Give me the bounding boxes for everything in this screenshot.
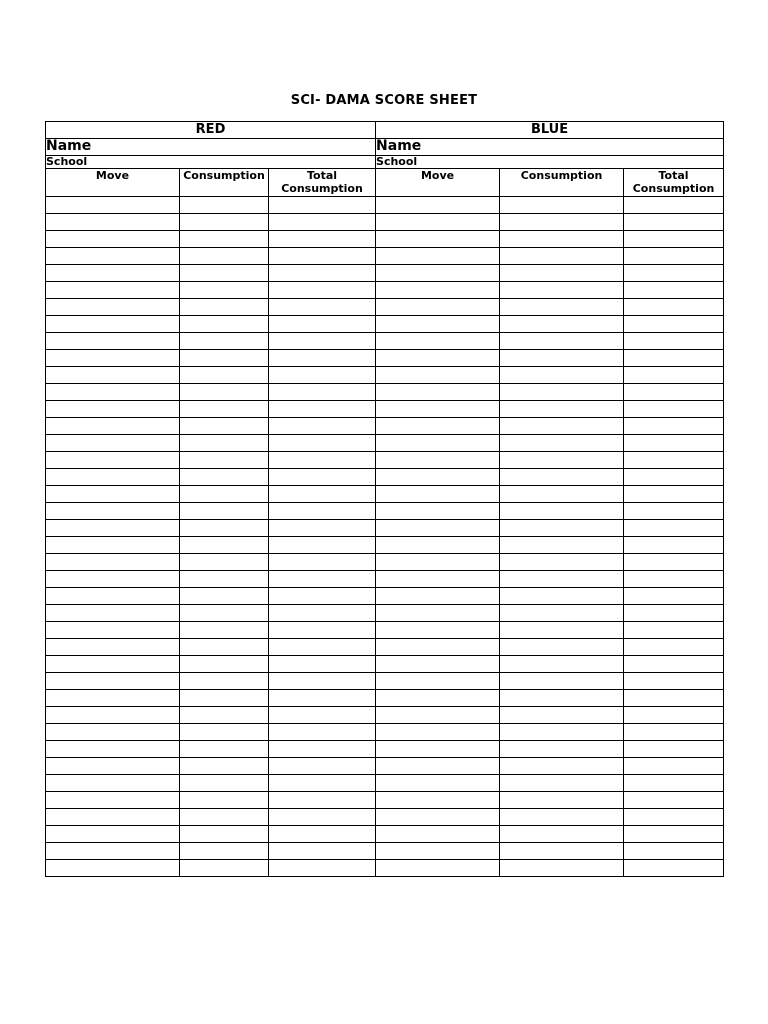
blue-total-consumption-cell[interactable] <box>624 265 724 282</box>
blue-move-cell[interactable] <box>376 690 500 707</box>
sheet-title: SCI- DAMA SCORE SHEET <box>290 93 478 108</box>
red-move-cell[interactable] <box>46 775 180 792</box>
blue-consumption-cell[interactable] <box>500 707 624 724</box>
red-consumption-cell[interactable] <box>180 282 269 299</box>
move-row <box>46 809 724 826</box>
blue-consumption-cell[interactable] <box>500 758 624 775</box>
blue-consumption-cell[interactable] <box>500 350 624 367</box>
blue-consumption-cell[interactable] <box>500 418 624 435</box>
red-name-field[interactable]: Name <box>46 139 376 156</box>
blue-total-consumption-cell[interactable] <box>624 299 724 316</box>
blue-move-cell[interactable] <box>376 605 500 622</box>
red-consumption-cell[interactable] <box>180 418 269 435</box>
red-consumption-cell[interactable] <box>180 809 269 826</box>
red-total-consumption-cell[interactable] <box>269 316 376 333</box>
red-move-cell[interactable] <box>46 639 180 656</box>
blue-consumption-cell[interactable] <box>500 469 624 486</box>
red-consumption-cell[interactable] <box>180 792 269 809</box>
move-row <box>46 826 724 843</box>
blue-move-cell[interactable] <box>376 860 500 877</box>
move-row <box>46 231 724 248</box>
blue-move-column-header: Move <box>376 169 500 197</box>
red-consumption-cell[interactable] <box>180 622 269 639</box>
red-move-cell[interactable] <box>46 860 180 877</box>
red-consumption-cell[interactable] <box>180 758 269 775</box>
blue-move-cell[interactable] <box>376 622 500 639</box>
blue-consumption-cell[interactable] <box>500 435 624 452</box>
red-move-cell[interactable] <box>46 792 180 809</box>
blue-total-consumption-cell[interactable] <box>624 758 724 775</box>
blue-total-consumption-cell[interactable] <box>624 843 724 860</box>
blue-move-cell[interactable] <box>376 792 500 809</box>
blue-move-cell[interactable] <box>376 435 500 452</box>
blue-consumption-cell[interactable] <box>500 860 624 877</box>
red-total-consumption-cell[interactable] <box>269 809 376 826</box>
blue-total-consumption-cell[interactable] <box>624 316 724 333</box>
red-total-consumption-cell[interactable] <box>269 537 376 554</box>
red-consumption-cell[interactable] <box>180 843 269 860</box>
red-move-cell[interactable] <box>46 588 180 605</box>
blue-move-cell[interactable] <box>376 588 500 605</box>
red-move-cell[interactable] <box>46 214 180 231</box>
move-row <box>46 384 724 401</box>
red-move-cell[interactable] <box>46 231 180 248</box>
blue-total-consumption-cell[interactable] <box>624 741 724 758</box>
blue-consumption-cell[interactable] <box>500 571 624 588</box>
red-total-consumption-cell[interactable] <box>269 503 376 520</box>
blue-consumption-cell[interactable] <box>500 588 624 605</box>
blue-consumption-cell[interactable] <box>500 214 624 231</box>
blue-move-cell[interactable] <box>376 265 500 282</box>
red-consumption-cell[interactable] <box>180 639 269 656</box>
blue-total-consumption-cell[interactable] <box>624 826 724 843</box>
move-row <box>46 248 724 265</box>
move-row <box>46 282 724 299</box>
red-move-cell[interactable] <box>46 707 180 724</box>
red-total-consumption-cell[interactable] <box>269 673 376 690</box>
blue-move-cell[interactable] <box>376 775 500 792</box>
red-total-consumption-cell[interactable] <box>269 758 376 775</box>
blue-move-cell[interactable] <box>376 418 500 435</box>
blue-total-consumption-cell[interactable] <box>624 418 724 435</box>
red-move-cell[interactable] <box>46 656 180 673</box>
red-move-cell[interactable] <box>46 265 180 282</box>
move-row <box>46 333 724 350</box>
red-total-consumption-cell[interactable] <box>269 826 376 843</box>
red-total-consumption-cell[interactable] <box>269 469 376 486</box>
red-move-cell[interactable] <box>46 469 180 486</box>
red-total-consumption-cell[interactable] <box>269 367 376 384</box>
red-consumption-cell[interactable] <box>180 537 269 554</box>
red-consumption-cell[interactable] <box>180 503 269 520</box>
red-total-consumption-cell[interactable] <box>269 214 376 231</box>
blue-consumption-cell[interactable] <box>500 333 624 350</box>
blue-consumption-cell[interactable] <box>500 486 624 503</box>
move-row <box>46 401 724 418</box>
blue-total-consumption-cell[interactable] <box>624 639 724 656</box>
blue-total-consumption-cell[interactable] <box>624 775 724 792</box>
blue-total-consumption-cell[interactable] <box>624 707 724 724</box>
move-row <box>46 860 724 877</box>
blue-move-cell[interactable] <box>376 486 500 503</box>
move-row <box>46 741 724 758</box>
blue-total-consumption-cell[interactable] <box>624 469 724 486</box>
move-row <box>46 588 724 605</box>
red-consumption-cell[interactable] <box>180 384 269 401</box>
blue-total-consumption-cell[interactable] <box>624 673 724 690</box>
blue-move-cell[interactable] <box>376 384 500 401</box>
blue-move-cell[interactable] <box>376 316 500 333</box>
blue-consumption-cell[interactable] <box>500 673 624 690</box>
red-total-consumption-cell[interactable] <box>269 554 376 571</box>
blue-consumption-cell[interactable] <box>500 197 624 214</box>
blue-move-cell[interactable] <box>376 503 500 520</box>
move-row <box>46 554 724 571</box>
blue-school-field[interactable]: School <box>376 156 724 169</box>
move-row <box>46 758 724 775</box>
red-total-consumption-cell[interactable] <box>269 792 376 809</box>
red-move-cell[interactable] <box>46 843 180 860</box>
move-row <box>46 673 724 690</box>
red-total-consumption-cell[interactable] <box>269 843 376 860</box>
red-total-consumption-cell[interactable] <box>269 435 376 452</box>
red-consumption-cell[interactable] <box>180 707 269 724</box>
red-total-consumption-cell[interactable] <box>269 775 376 792</box>
red-consumption-cell[interactable] <box>180 401 269 418</box>
blue-total-consumption-cell[interactable] <box>624 350 724 367</box>
red-move-cell[interactable] <box>46 809 180 826</box>
blue-consumption-cell[interactable] <box>500 843 624 860</box>
blue-move-cell[interactable] <box>376 282 500 299</box>
red-consumption-cell[interactable] <box>180 656 269 673</box>
red-move-cell[interactable] <box>46 622 180 639</box>
blue-consumption-cell[interactable] <box>500 554 624 571</box>
blue-move-cell[interactable] <box>376 809 500 826</box>
blue-consumption-cell[interactable] <box>500 826 624 843</box>
red-consumption-cell[interactable] <box>180 520 269 537</box>
blue-move-cell[interactable] <box>376 231 500 248</box>
red-total-consumption-cell[interactable] <box>269 401 376 418</box>
move-row <box>46 622 724 639</box>
blue-total-consumption-cell[interactable] <box>624 248 724 265</box>
blue-consumption-cell[interactable] <box>500 503 624 520</box>
blue-move-cell[interactable] <box>376 826 500 843</box>
red-total-consumption-cell[interactable] <box>269 520 376 537</box>
red-move-cell[interactable] <box>46 282 180 299</box>
red-move-cell[interactable] <box>46 248 180 265</box>
blue-consumption-cell[interactable] <box>500 741 624 758</box>
blue-move-cell[interactable] <box>376 248 500 265</box>
red-move-cell[interactable] <box>46 673 180 690</box>
blue-consumption-cell[interactable] <box>500 316 624 333</box>
move-row <box>46 197 724 214</box>
red-move-cell[interactable] <box>46 571 180 588</box>
blue-move-cell[interactable] <box>376 214 500 231</box>
blue-consumption-cell[interactable] <box>500 299 624 316</box>
blue-consumption-cell[interactable] <box>500 775 624 792</box>
red-consumption-cell[interactable] <box>180 299 269 316</box>
blue-move-cell[interactable] <box>376 554 500 571</box>
red-consumption-cell[interactable] <box>180 197 269 214</box>
move-row <box>46 316 724 333</box>
red-move-column-header: Move <box>46 169 180 197</box>
move-row <box>46 605 724 622</box>
blue-consumption-cell[interactable] <box>500 265 624 282</box>
blue-move-cell[interactable] <box>376 741 500 758</box>
red-move-cell[interactable] <box>46 486 180 503</box>
red-consumption-cell[interactable] <box>180 588 269 605</box>
red-move-cell[interactable] <box>46 826 180 843</box>
blue-total-consumption-cell[interactable] <box>624 452 724 469</box>
blue-total-consumption-cell[interactable] <box>624 214 724 231</box>
blue-consumption-cell[interactable] <box>500 622 624 639</box>
blue-move-cell[interactable] <box>376 367 500 384</box>
move-row <box>46 690 724 707</box>
blue-move-cell[interactable] <box>376 350 500 367</box>
blue-side-header: BLUE <box>376 122 724 139</box>
red-consumption-cell[interactable] <box>180 469 269 486</box>
move-row <box>46 571 724 588</box>
red-move-cell[interactable] <box>46 690 180 707</box>
blue-total-consumption-cell[interactable] <box>624 724 724 741</box>
red-total-consumption-cell[interactable] <box>269 248 376 265</box>
blue-total-consumption-cell[interactable] <box>624 605 724 622</box>
red-consumption-cell[interactable] <box>180 333 269 350</box>
blue-total-consumption-cell[interactable] <box>624 537 724 554</box>
blue-consumption-cell[interactable] <box>500 690 624 707</box>
blue-move-cell[interactable] <box>376 333 500 350</box>
red-consumption-cell[interactable] <box>180 724 269 741</box>
blue-total-consumption-cell[interactable] <box>624 197 724 214</box>
move-row <box>46 452 724 469</box>
red-total-consumption-cell[interactable] <box>269 418 376 435</box>
red-move-cell[interactable] <box>46 333 180 350</box>
red-move-cell[interactable] <box>46 724 180 741</box>
blue-move-cell[interactable] <box>376 197 500 214</box>
red-move-cell[interactable] <box>46 605 180 622</box>
blue-name-field[interactable]: Name <box>376 139 724 156</box>
red-total-consumption-cell[interactable] <box>269 231 376 248</box>
move-row <box>46 367 724 384</box>
red-move-cell[interactable] <box>46 197 180 214</box>
red-consumption-cell[interactable] <box>180 554 269 571</box>
red-consumption-cell[interactable] <box>180 826 269 843</box>
blue-move-cell[interactable] <box>376 571 500 588</box>
move-row <box>46 639 724 656</box>
red-move-cell[interactable] <box>46 435 180 452</box>
blue-consumption-cell[interactable] <box>500 639 624 656</box>
red-total-consumption-cell[interactable] <box>269 333 376 350</box>
red-total-consumption-cell[interactable] <box>269 486 376 503</box>
red-total-consumption-column-header: Total Consumption <box>269 169 376 197</box>
red-consumption-cell[interactable] <box>180 690 269 707</box>
blue-consumption-column-header: Consumption <box>500 169 624 197</box>
blue-move-cell[interactable] <box>376 469 500 486</box>
red-move-cell[interactable] <box>46 520 180 537</box>
red-total-consumption-cell[interactable] <box>269 860 376 877</box>
red-consumption-cell[interactable] <box>180 571 269 588</box>
red-side-header: RED <box>46 122 376 139</box>
red-total-consumption-cell[interactable] <box>269 197 376 214</box>
red-total-consumption-cell[interactable] <box>269 707 376 724</box>
red-total-consumption-cell[interactable] <box>269 639 376 656</box>
move-row <box>46 792 724 809</box>
move-row <box>46 469 724 486</box>
red-move-cell[interactable] <box>46 316 180 333</box>
blue-total-consumption-cell[interactable] <box>624 384 724 401</box>
blue-total-consumption-cell[interactable] <box>624 486 724 503</box>
red-consumption-cell[interactable] <box>180 775 269 792</box>
red-move-cell[interactable] <box>46 503 180 520</box>
blue-consumption-cell[interactable] <box>500 248 624 265</box>
blue-move-cell[interactable] <box>376 656 500 673</box>
red-consumption-cell[interactable] <box>180 860 269 877</box>
move-row <box>46 214 724 231</box>
blue-consumption-cell[interactable] <box>500 792 624 809</box>
blue-move-cell[interactable] <box>376 299 500 316</box>
move-row <box>46 724 724 741</box>
blue-total-consumption-cell[interactable] <box>624 571 724 588</box>
blue-consumption-cell[interactable] <box>500 401 624 418</box>
blue-consumption-cell[interactable] <box>500 605 624 622</box>
red-consumption-cell[interactable] <box>180 231 269 248</box>
red-move-cell[interactable] <box>46 537 180 554</box>
red-total-consumption-cell[interactable] <box>269 282 376 299</box>
blue-move-cell[interactable] <box>376 537 500 554</box>
red-consumption-cell[interactable] <box>180 605 269 622</box>
red-move-cell[interactable] <box>46 350 180 367</box>
blue-total-consumption-cell[interactable] <box>624 520 724 537</box>
blue-total-consumption-cell[interactable] <box>624 622 724 639</box>
move-row <box>46 265 724 282</box>
red-consumption-cell[interactable] <box>180 452 269 469</box>
red-total-consumption-cell[interactable] <box>269 622 376 639</box>
move-row <box>46 503 724 520</box>
red-total-consumption-cell[interactable] <box>269 741 376 758</box>
red-total-consumption-cell[interactable] <box>269 724 376 741</box>
blue-consumption-cell[interactable] <box>500 724 624 741</box>
blue-consumption-cell[interactable] <box>500 231 624 248</box>
blue-total-consumption-cell[interactable] <box>624 588 724 605</box>
red-total-consumption-cell[interactable] <box>269 299 376 316</box>
red-total-consumption-cell[interactable] <box>269 656 376 673</box>
red-total-consumption-cell[interactable] <box>269 588 376 605</box>
move-row <box>46 656 724 673</box>
red-move-cell[interactable] <box>46 758 180 775</box>
red-total-consumption-cell[interactable] <box>269 350 376 367</box>
red-school-field[interactable]: School <box>46 156 376 169</box>
red-consumption-cell[interactable] <box>180 673 269 690</box>
blue-move-cell[interactable] <box>376 724 500 741</box>
blue-consumption-cell[interactable] <box>500 809 624 826</box>
blue-move-cell[interactable] <box>376 843 500 860</box>
blue-consumption-cell[interactable] <box>500 282 624 299</box>
blue-total-consumption-cell[interactable] <box>624 282 724 299</box>
blue-total-consumption-cell[interactable] <box>624 860 724 877</box>
blue-move-cell[interactable] <box>376 707 500 724</box>
blue-move-cell[interactable] <box>376 401 500 418</box>
red-move-cell[interactable] <box>46 554 180 571</box>
red-consumption-cell[interactable] <box>180 741 269 758</box>
blue-total-consumption-cell[interactable] <box>624 333 724 350</box>
blue-total-consumption-cell[interactable] <box>624 435 724 452</box>
move-row <box>46 350 724 367</box>
red-consumption-cell[interactable] <box>180 367 269 384</box>
blue-total-consumption-cell[interactable] <box>624 809 724 826</box>
red-total-consumption-cell[interactable] <box>269 452 376 469</box>
red-total-consumption-cell[interactable] <box>269 605 376 622</box>
blue-consumption-cell[interactable] <box>500 367 624 384</box>
blue-move-cell[interactable] <box>376 520 500 537</box>
move-row <box>46 418 724 435</box>
move-row <box>46 520 724 537</box>
move-row <box>46 707 724 724</box>
red-total-consumption-cell[interactable] <box>269 690 376 707</box>
blue-total-consumption-cell[interactable] <box>624 554 724 571</box>
red-consumption-cell[interactable] <box>180 350 269 367</box>
blue-total-consumption-column-header: Total Consumption <box>624 169 724 197</box>
red-move-cell[interactable] <box>46 299 180 316</box>
blue-consumption-cell[interactable] <box>500 384 624 401</box>
blue-total-consumption-cell[interactable] <box>624 503 724 520</box>
red-consumption-cell[interactable] <box>180 316 269 333</box>
blue-move-cell[interactable] <box>376 452 500 469</box>
red-consumption-cell[interactable] <box>180 248 269 265</box>
move-row <box>46 435 724 452</box>
red-consumption-cell[interactable] <box>180 214 269 231</box>
red-consumption-cell[interactable] <box>180 486 269 503</box>
red-move-cell[interactable] <box>46 452 180 469</box>
red-move-cell[interactable] <box>46 367 180 384</box>
move-row <box>46 537 724 554</box>
move-row <box>46 843 724 860</box>
red-consumption-column-header: Consumption <box>180 169 269 197</box>
blue-consumption-cell[interactable] <box>500 656 624 673</box>
red-consumption-cell[interactable] <box>180 435 269 452</box>
blue-total-consumption-cell[interactable] <box>624 792 724 809</box>
blue-total-consumption-cell[interactable] <box>624 231 724 248</box>
blue-consumption-cell[interactable] <box>500 520 624 537</box>
blue-consumption-cell[interactable] <box>500 537 624 554</box>
red-total-consumption-cell[interactable] <box>269 265 376 282</box>
red-total-consumption-cell[interactable] <box>269 384 376 401</box>
blue-move-cell[interactable] <box>376 758 500 775</box>
blue-total-consumption-cell[interactable] <box>624 690 724 707</box>
blue-total-consumption-cell[interactable] <box>624 656 724 673</box>
blue-consumption-cell[interactable] <box>500 452 624 469</box>
move-row <box>46 775 724 792</box>
blue-move-cell[interactable] <box>376 639 500 656</box>
blue-total-consumption-cell[interactable] <box>624 401 724 418</box>
red-move-cell[interactable] <box>46 401 180 418</box>
red-consumption-cell[interactable] <box>180 265 269 282</box>
score-table <box>45 121 724 877</box>
red-move-cell[interactable] <box>46 418 180 435</box>
red-total-consumption-cell[interactable] <box>269 571 376 588</box>
move-row <box>46 299 724 316</box>
red-move-cell[interactable] <box>46 384 180 401</box>
blue-move-cell[interactable] <box>376 673 500 690</box>
move-row <box>46 486 724 503</box>
blue-total-consumption-cell[interactable] <box>624 367 724 384</box>
red-move-cell[interactable] <box>46 741 180 758</box>
